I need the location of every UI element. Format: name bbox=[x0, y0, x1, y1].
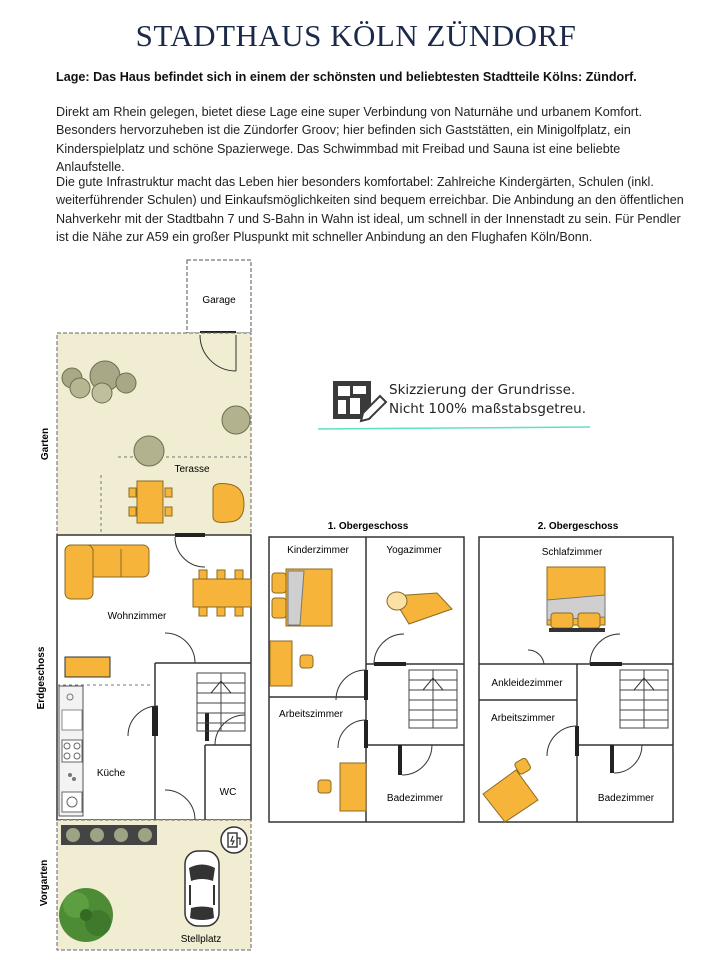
label-kueche: Küche bbox=[96, 768, 126, 779]
label-schlafzimmer: Schlafzimmer bbox=[541, 547, 603, 558]
tree-icon bbox=[59, 888, 113, 942]
ground-floor bbox=[57, 533, 251, 820]
label-stellplatz: Stellplatz bbox=[180, 934, 222, 945]
location-lead: Lage: Das Haus befindet sich in einem der schönsten und beliebtesten Stadtteile Kölns: Zündorf. bbox=[56, 70, 637, 84]
front-garden bbox=[57, 820, 251, 950]
scale-note-line1: Skizzierung der Grundrisse. bbox=[389, 382, 576, 398]
og2-title: 2. Obergeschoss bbox=[537, 521, 619, 532]
floorplan-pencil-icon bbox=[333, 381, 386, 421]
paragraph-location: Direkt am Rhein gelegen, bietet diese Lage eine super Verbindung von Naturnähe und urbanem Komfort. Besonders hervorzuheben ist die Zündorfer Groov; hier befinden sich Gaststätten, ein Minigolfplatz, ein Kinderspielplatz und schöne Spazierwege. Das Schwimmbad mit Freibad und Sauna ist eine beliebte Anlaufstelle. bbox=[56, 105, 642, 174]
kitchen-units bbox=[59, 686, 83, 816]
side-label-erdgeschoss: Erdgeschoss bbox=[36, 646, 47, 710]
og1-title: 1. Obergeschoss bbox=[327, 521, 409, 532]
label-garage: Garage bbox=[202, 295, 236, 306]
bed-kinderzimmer bbox=[272, 569, 332, 626]
car-icon bbox=[185, 851, 219, 926]
label-kinderzimmer: Kinderzimmer bbox=[287, 545, 349, 556]
bed-schlafzimmer bbox=[547, 567, 605, 632]
label-terasse: Terasse bbox=[174, 464, 210, 475]
side-label-vorgarten: Vorgarten bbox=[39, 859, 50, 907]
scale-note-line2: Nicht 100% maßstabsgetreu. bbox=[389, 401, 587, 417]
paragraph-infrastructure: Die gute Infrastruktur macht das Leben hier besonders komfortabel: Zahlreiche Kindergärten, Schulen (inkl. weiterführender Schulen) und Einkaufsmöglichkeiten sind bequem erreichbar. Die Anbindung an den öffentlichen Nahverkehr mit der Stadtbahn 7 und S-Bahn in Wahn ist ideal, um schnell in der Innenstadt zu sein. Für Pendler ist die Nähe zur A59 ein großer Pluspunkt mit schneller Anbindung an den Flughafen Köln/Bonn. bbox=[56, 175, 684, 244]
side-label-garten: Garten bbox=[40, 427, 51, 461]
garden-area bbox=[57, 333, 251, 535]
label-wc: WC bbox=[219, 787, 237, 798]
label-arbeitszimmer-og2: Arbeitszimmer bbox=[491, 713, 555, 724]
label-wohnzimmer: Wohnzimmer bbox=[107, 611, 167, 622]
label-ankleidezimmer: Ankleidezimmer bbox=[491, 678, 563, 689]
page-title: STADTHAUS KÖLN ZÜNDORF bbox=[135, 18, 577, 53]
first-floor bbox=[269, 537, 464, 822]
label-badezimmer-og1: Badezimmer bbox=[386, 793, 444, 804]
label-yogazimmer: Yogazimmer bbox=[386, 545, 442, 556]
dining-table bbox=[193, 570, 251, 616]
scale-note bbox=[389, 381, 629, 419]
label-arbeitszimmer-og1: Arbeitszimmer bbox=[279, 709, 343, 720]
label-badezimmer-og2: Badezimmer bbox=[597, 793, 655, 804]
note-underline bbox=[318, 427, 590, 429]
ev-charger-icon bbox=[221, 827, 247, 853]
